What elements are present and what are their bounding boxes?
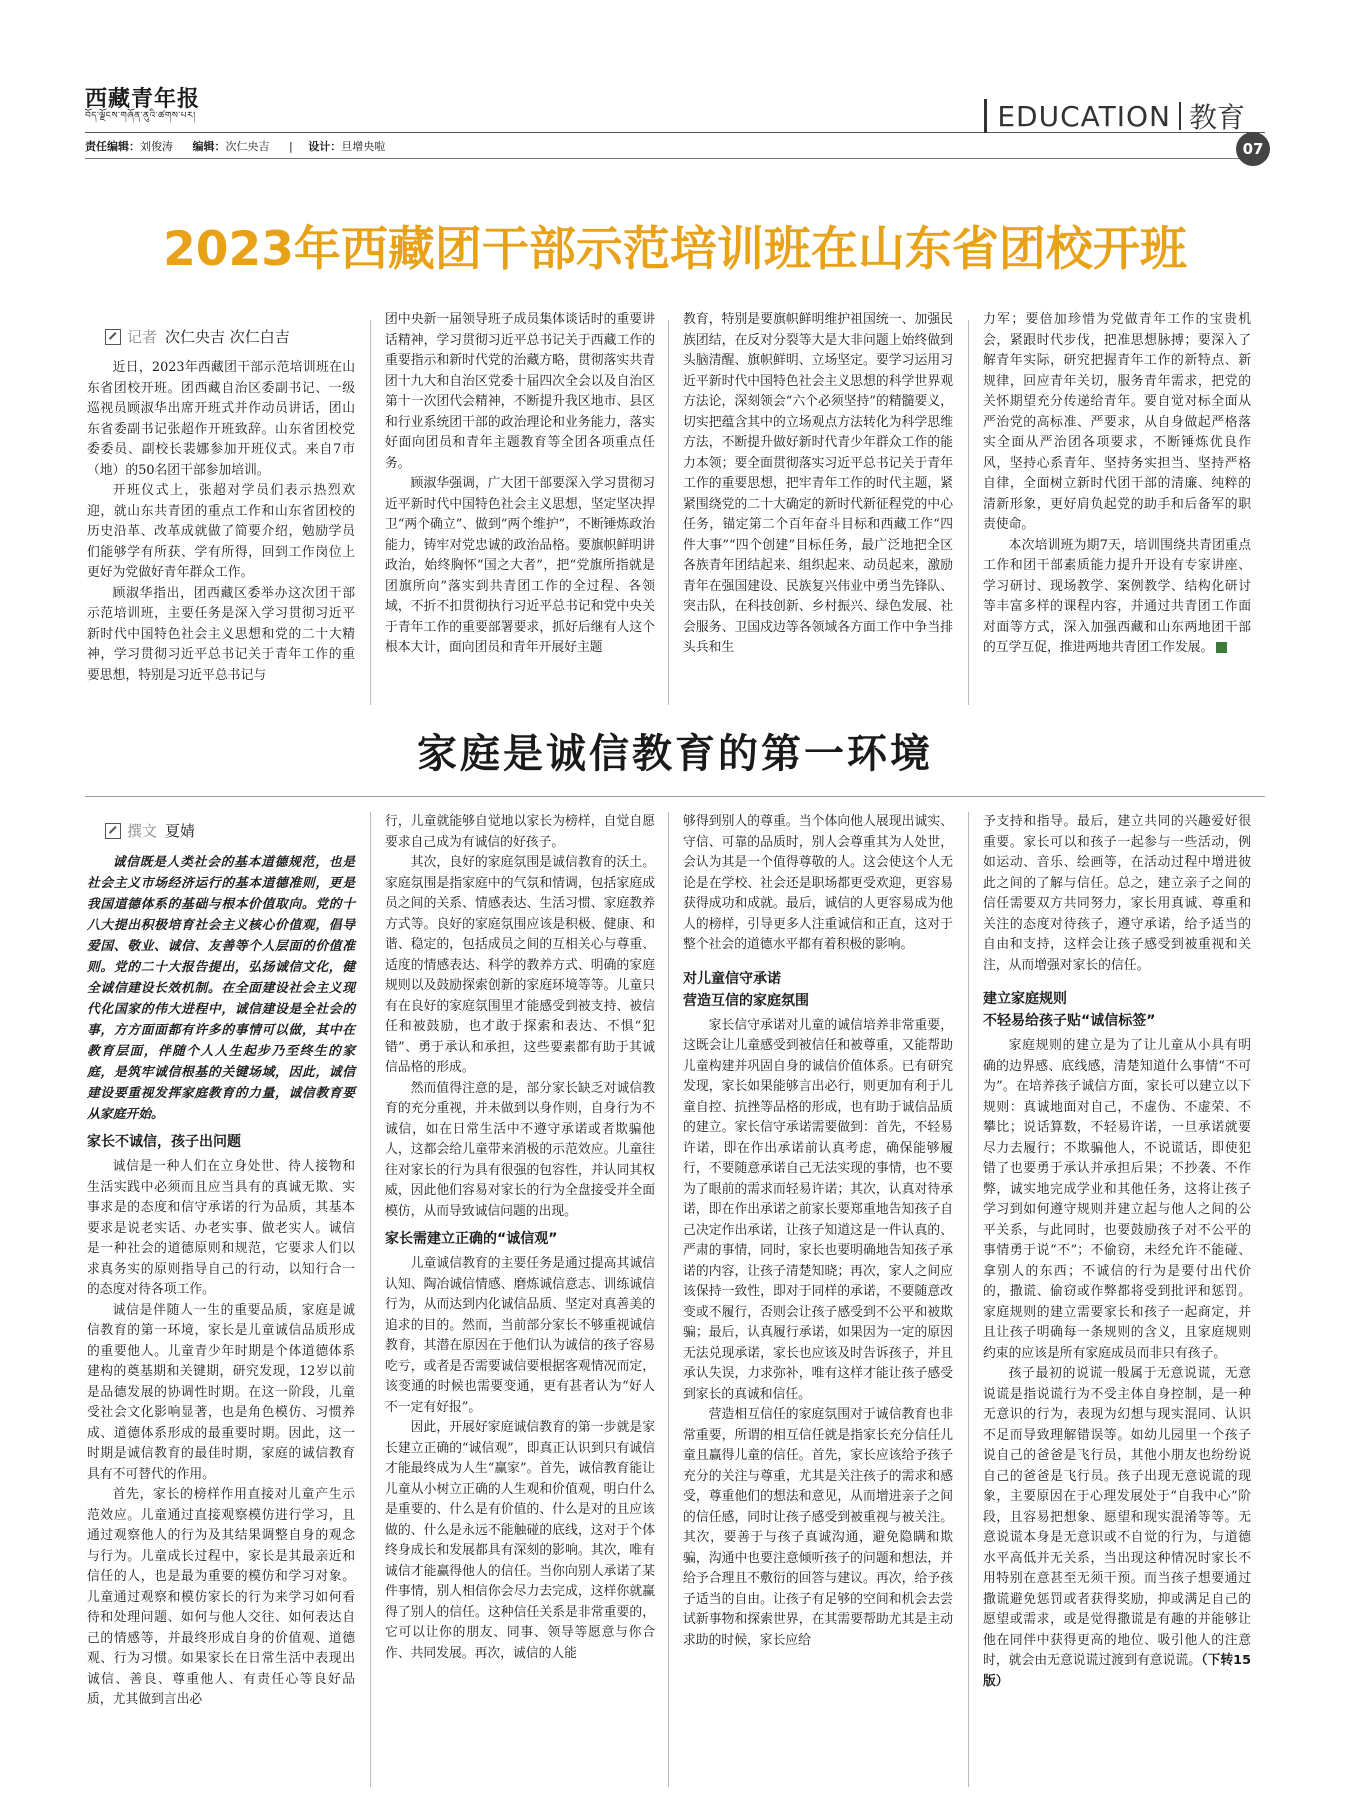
- subhead-3a: 对儿童信守承诺: [683, 970, 781, 987]
- subhead-4b: 不轻易给孩子贴“诚信标签”: [983, 1013, 1156, 1029]
- page-number-badge: 07: [1236, 132, 1270, 166]
- editor-credits: 责任编辑：刘俊涛 编辑：次仁央吉 | 设计：旦增央啦: [85, 140, 386, 153]
- header-rule-bottom: [85, 158, 1265, 159]
- section-bar: [984, 99, 987, 133]
- article2-column-4: 予支持和指导。最后，建立共同的兴趣爱好很重要。家长可以和孩子一起参与一些活动，例如运动、音乐、绘画等，在活动过程中增进彼此之间的了解与信任。总之，建立亲子之间的信任需要双方共同努力，家长用真诚、尊重和关注的态度对待孩子，遵守承诺，给予适当的自由和支持，这样会让孩子感受到被重视和关注，从而增强对家长的信任。 建立家庭规则 不轻易给孩子贴“诚信标签” 家庭规则的建立是为了让儿童从小具有明确的边界感、底线感，清楚知道什么事情“不可为”。在培养孩子诚信方面，家长可以建立以下规则：真诚地面对自己，不虚伪、不虚荣、不攀比；说话算数，不轻易许诺，一旦承诺就要尽力去履行；不欺骗他人，不说谎话，即使犯错了也要勇于承认并承担后果；不抄袭、不作弊，诚实地完成学业和其他任务，这将让孩子学习到如何遵守规则并建立起与他人之间的公平关系，与此同时，也要鼓励孩子对不公平的事情勇于说“不”；不偷窃，未经允许不能碰、拿别人的东西；不诚信的行为是要付出代价的，撒谎、偷窃或作弊都将受到批评和惩罚。家庭规则的建立需要家长和孩子一起商定，并且让孩子明确每一条规则的含义，且家庭规则约束的应该是所有家庭成员而非只有孩子。 孩子最初的说谎一般属于无意说谎，无意说谎是指说谎行为不受主体自身控制，是一种无意识的行为，表现为幻想与现实混同、认识不足而导致理解错误等。如幼儿园里一个孩子说自己的爸爸是飞行员，其他小朋友也纷纷说自己的爸爸是飞行员。孩子出现无意说谎的现象，主要原因在于心理发展处于“自我中心”阶段，且容易把想象、愿望和现实混淆等等。无意说谎本身是无意识或不自觉的行为，与道德水平高低并无关系，当出现这种情况时家长不用特别在意甚至无须干预。而当孩子想要通过撒谎避免惩罚或者获得奖励，抑或满足自己的愿望或需求，或是觉得撒谎是有趣的并能够让他在同伴中获得更高的地位、吸引他人的注意时，就会由无意说谎过渡到有意说谎。（下转15版）: [983, 814, 1251, 1689]
- masthead-title: 西藏青年报: [85, 86, 201, 112]
- pen-icon: [105, 823, 121, 839]
- column-divider: [370, 812, 371, 1787]
- subhead-1: 家长不诚信，孩子出问题: [87, 1134, 241, 1150]
- section-separator: [1179, 102, 1181, 130]
- masthead-tibetan-subtitle: བོད་ལྗོངས་གཞོན་ནུའི་ཚགས་པར།: [85, 111, 196, 121]
- article1-column-1: 近日，2023年西藏团干部示范培训班在山东省团校开班。团西藏自治区委副书记、一级巡视员顾淑华出席开班式并作动员讲话，团山东省委副书记张超作开班致辞。山东省团校党委委员、副校长裴娜参加开班仪式。来自7市（地）的50名团干部参加培训。 开班仪式上，张超对学员们表示热烈欢迎，就山东共青团的重点工作和山东省团校的历史沿革、改革成就做了简要介绍，勉励学员们能够学有所获、学有所得，回到工作岗位上更好为党做好青年群众工作。 顾淑华指出，团西藏区委举办这次团干部示范培训班，主要任务是深入学习贯彻习近平新时代中国特色社会主义思想和党的二十大精神，学习贯彻习近平总书记关于青年工作的重要思想，特别是习近平总书记与: [87, 360, 355, 683]
- article2-intro: 诚信既是人类社会的基本道德规范，也是社会主义市场经济运行的基本道德准则，更是我国道德体系的基础与根本价值取向。党的十八大提出积极培育社会主义核心价值观，倡导爱国、敬业、诚信、友善等个人层面的价值准则。党的二十大报告提出，弘扬诚信文化，健全诚信建设长效机制。在全面建设社会主义现代化国家的伟大进程中，诚信建设是全社会的事，方方面面都有许多的事情可以做，其中在教育层面，伴随个人人生起步乃至终生的家庭，是筑牢诚信根基的关键场域，因此，诚信建设要重视发挥家庭教育的力量，诚信教育要从家庭开始。: [87, 855, 355, 1122]
- section-english: EDUCATION: [997, 99, 1171, 133]
- article2-column-1: 诚信既是人类社会的基本道德规范，也是社会主义市场经济运行的基本道德准则，更是我国道德体系的基础与根本价值取向。党的十八大提出积极培育社会主义核心价值观，倡导爱国、敬业、诚信、友善等个人层面的价值准则。党的二十大报告提出，弘扬诚信文化，健全诚信建设长效机制。在全面建设社会主义现代化国家的伟大进程中，诚信建设是全社会的事，方方面面都有许多的事情可以做，其中在教育层面，伴随个人人生起步乃至终生的家庭，是筑牢诚信根基的关键场域，因此，诚信建设要重视发挥家庭教育的力量，诚信教育要从家庭开始。 家长不诚信，孩子出问题 诚信是一种人们在立身处世、待人接物和生活实践中必须而且应当具有的真诚无欺、实事求是的态度和信守承诺的行为品质，其基本要求是说老实话、办老实事、做老实人。诚信是一种社会的道德原则和规范，它要求人们以求真务实的原则指导自己的行动，以知行合一的态度对待各项工作。 诚信是伴随人一生的重要品质，家庭是诚信教育的第一环境，家长是儿童诚信品质形成的重要他人。儿童青少年时期是个体道德体系建构的奠基期和关键期，研究发现，12岁以前是品德发展的协调性时期。在这一阶段，儿童受社会文化影响显著，也是角色模仿、习惯养成、道德体系形成的最重要时期。因此，这一时期是诚信教育的最佳时期，家庭的诚信教育具有不可替代的作用。 首先，家长的榜样作用直接对儿童产生示范效应。儿童通过直接观察模仿进行学习，且通过观察他人的行为及其结果调整自身的观念与行为。儿童成长过程中，家长是其最亲近和信任的人，也是最为重要的模仿和学习对象。儿童通过观察和模仿家长的行为来学习如何看待和处理问题、如何与他人交往、如何表达自己的情感等，并最终形成自身的价值观、道德观、行为习惯。如果家长在日常生活中表现出诚信、善良、尊重他人、有责任心等良好品质，尤其做到言出必: [87, 852, 355, 1711]
- credit-designer: 设计：旦增央啦: [308, 140, 386, 153]
- article1-column-2: 团中央新一届领导班子成员集体谈话时的重要讲话精神，学习贯彻习近平总书记关于西藏工作的重要指示和新时代党的治藏方略，贯彻落实共青团十九大和自治区党委十届四次全会以及自治区第十一次团代会精神，不断提升我区地市、县区和行业系统团干部的政治理论和业务能力，落实好面向团员和青年主题教育等全团各项重点任务。 顾淑华强调，广大团干部要深入学习贯彻习近平新时代中国特色社会主义思想，坚定坚决捍卫“两个确立”、做到“两个维护”，不断锤炼政治能力，铸牢对党忠诚的政治品格。要旗帜鲜明讲政治，始终胸怀“国之大者”，把“党旗所指就是团旗所向”落实到共青团工作的全过程、各领域，不折不扣贯彻执行习近平总书记和党中央关于青年工作的重要部署要求，抓好后继有人这个根本大计，面向团员和青年开展好主题: [385, 312, 655, 655]
- column-divider: [968, 320, 969, 705]
- column-divider: [668, 812, 669, 1787]
- subhead-2: 家长需建立正确的“诚信观”: [385, 1231, 558, 1247]
- article1-headline: 2023年西藏团干部示范培训班在山东省团校开班: [163, 222, 1187, 277]
- end-mark-icon: [1216, 642, 1227, 653]
- continued-note: （下转15版）: [983, 1653, 1251, 1689]
- credit-editor: 编辑：次仁央吉: [192, 140, 270, 153]
- subhead-3b: 营造互信的家庭氛围: [683, 992, 809, 1009]
- column-divider: [968, 812, 969, 1787]
- article2-headline: 家庭是诚信教育的第一环境: [417, 730, 933, 777]
- article2-top-rule: [85, 796, 1265, 797]
- credit-chief-editor: 责任编辑：刘俊涛: [85, 140, 173, 153]
- article1-byline: 记者 次仁央吉 次仁白吉: [105, 326, 290, 347]
- pen-icon: [105, 329, 121, 345]
- subhead-4a: 建立家庭规则: [983, 991, 1067, 1007]
- article1-column-3: 教育，特别是要旗帜鲜明维护祖国统一、加强民族团结，在反对分裂等大是大非问题上始终做到头脑清醒、旗帜鲜明、立场坚定。要学习运用习近平新时代中国特色社会主义思想的科学世界观方法论，深刻领会“六个必须坚持”的精髓要义，切实把蕴含其中的立场观点方法转化为科学思维方法，不断提升做好新时代青少年群众工作的能力本领；要全面贯彻落实习近平总书记关于青年工作的重要思想，把牢青年工作的时代主题，紧紧围绕党的二十大确定的新时代新征程党的中心任务，锚定第二个百年奋斗目标和西藏工作“四件大事”“四个创建”目标任务，最广泛地把全区各族青年团结起来、组织起来、动员起来，激励青年在强国建设、民族复兴伟业中勇当先锋队、突击队，在科技创新、乡村振兴、绿色发展、社会服务、卫国戍边等各领域各方面工作中争当排头兵和生: [683, 312, 953, 655]
- column-divider: [370, 320, 371, 705]
- section-header: [984, 96, 1245, 136]
- article1-column-4: 力军；要倍加珍惜为党做青年工作的宝贵机会，紧跟时代步伐，把准思想脉搏；要深入了解青年实际，研究把握青年工作的新特点、新规律，回应青年关切，服务青年需求，把党的关怀期望充分传递给青年。要自觉对标全面从严治党的高标准、严要求，从自身做起严格落实全面从严治团各项要求，不断锤炼优良作风，坚持心系青年、坚持务实担当、坚持严格自律，全面树立新时代团干部的清廉、纯粹的清新形象，更好肩负起党的助手和后备军的职责使命。 本次培训班为期7天，培训围绕共青团重点工作和团干部素质能力提升开设有专家讲座、学习研讨、现场教学、案例教学、结构化研讨等丰富多样的课程内容，并通过共青团工作面对面等方式，深入加强西藏和山东两地团干部的互学互促，推进两地共青团工作发展。: [983, 312, 1251, 655]
- article2-column-3: 够得到别人的尊重。当个体向他人展现出诚实、守信、可靠的品质时，别人会尊重其为人处世，会认为其是一个值得尊敬的人。这会使这个人无论是在学校、社会还是职场都更受欢迎，更容易获得成功和成就。最后，诚信的人更容易成为他人的榜样，引导更多人注重诚信和正直，这对于整个社会的道德水平都有着积极的影响。 对儿童信守承诺 营造互信的家庭氛围 家长信守承诺对儿童的诚信培养非常重要，这既会让儿童感受到被信任和被尊重，又能帮助儿童构建并巩固自身的诚信价值体系。已有研究发现，家长如果能够言出必行，则更加有利于儿童自控、抗挫等品格的形成，也有助于诚信品质的建立。家长信守承诺需要做到：首先，不轻易许诺，即在作出承诺前认真考虑，确保能够履行，不要随意承诺自己无法实现的事情，也不要为了眼前的需求而轻易许诺；其次，认真对待承诺，即在作出承诺之前家长要郑重地告知孩子自己决定作出承诺，让孩子知道这是一件认真的、严肃的事情，同时，家长也要明确地告知孩子承诺的内容，让孩子清楚知晓；再次，家人之间应该保持一致性，即对于同样的承诺，不要随意改变或不履行，否则会让孩子感受到不公平和被欺骗；最后，认真履行承诺，如果因为一定的原因无法兑现承诺，家长也应该及时告诉孩子，并且承认失误，力求弥补，唯有这样才能让孩子感受到家长的真诚和信任。 营造相互信任的家庭氛围对于诚信教育也非常重要，所谓的相互信任就是指家长充分信任儿童且赢得儿童的信任。首先，家长应该给予孩子充分的关注与尊重，尤其是关注孩子的需求和感受，尊重他们的想法和意见，从而增进亲子之间的信任感，同时让孩子感受到被重视与被关注。其次，要善于与孩子真诚沟通，避免隐瞒和欺骗，沟通中也要注意倾听孩子的问题和想法，并给予合理且不敷衍的回答与建议。再次，给予孩子适当的自由。让孩子有足够的空间和机会去尝试新事物和探索世界，在其需要帮助尤其是主动求助的时候，家长应给: [683, 814, 953, 1648]
- column-divider: [668, 320, 669, 705]
- article2-byline: 撰文 夏婧: [105, 820, 195, 841]
- article2-column-2: 行，儿童就能够自觉地以家长为榜样，自觉自愿要求自己成为有诚信的好孩子。 其次，良好的家庭氛围是诚信教育的沃土。家庭氛围是指家庭中的气氛和情调，包括家庭成员之间的关系、情感表达、生活习惯、家庭教养方式等。良好的家庭氛围应该是积极、健康、和谐、稳定的，包括成员之间的互相关心与尊重、适度的情感表达、科学的教养方式、明确的家庭规则以及鼓励探索创新的家庭环境等等。儿童只有在良好的家庭氛围里才能感受到被支持、被信任和被鼓励，也才敢于探索和表达、不惧“犯错”、勇于承认和承担，这些要素都有助于其诚信品格的形成。 然而值得注意的是，部分家长缺乏对诚信教育的充分重视，并未做到以身作则，自身行为不诚信，如在日常生活中不遵守承诺或者欺骗他人，这都会给儿童带来消极的示范效应。儿童往往对家长的行为具有很强的包容性，并认同其权威，因此他们容易对家长的行为全盘接受并全面模仿，从而导致诚信问题的出现。 家长需建立正确的“诚信观” 儿童诚信教育的主要任务是通过提高其诚信认知、陶冶诚信情感、磨炼诚信意志、训练诚信行为，从而达到内化诚信品质、坚定对真善美的追求的目的。然而，当前部分家长不够重视诚信教育，其潜在原因在于他们认为诚信的孩子容易吃亏，或者是否需要诚信要根据客观情况而定，该变通的时候也需要变通，更有甚者认为“好人不一定有好报”。 因此，开展好家庭诚信教育的第一步就是家长建立正确的“诚信观”，即真正认识到只有诚信才能最终成为人生“赢家”。首先，诚信教育能让儿童从小树立正确的人生观和价值观，明白什么是重要的、什么是有价值的、什么是对的且应该做的、什么是永远不能触碰的底线，这对于个体终身成长和发展都具有深刻的影响。其次，唯有诚信才能赢得他人的信任。当你向别人承诺了某件事情，别人相信你会尽力去完成，这样你就赢得了别人的信任。这种信任关系是非常重要的，它可以让你的朋友、同事、领导等愿意与你合作、共同发展。再次，诚信的人能: [385, 814, 655, 1661]
- section-chinese: 教育: [1188, 101, 1245, 134]
